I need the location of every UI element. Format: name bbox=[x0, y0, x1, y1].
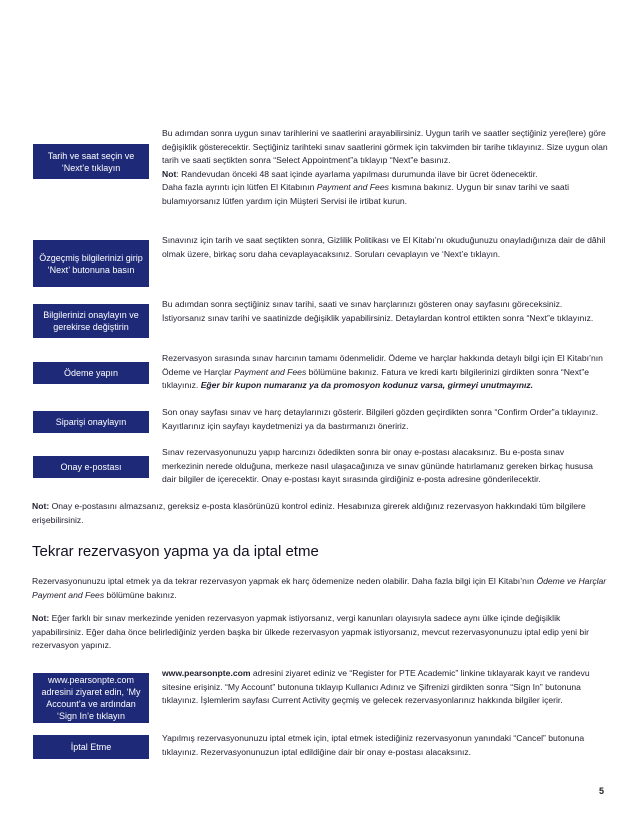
step-label-confirm-order: Siparişi onaylayın bbox=[33, 411, 149, 433]
step-text-visit-site: www.pearsonpte.com adresini ziyaret ediniz ve “Register for PTE Academic” linkine tıklayarak kayıt ve randevu sitesine erişiniz. “My Account” butonuna tıklayıp Kullanıcı Adınız ve Şifrenizi girdikten sonra “Sign In” butonuna tıklayınız. İşlemlerim sayfası Current Activity geçmiş ve gelecek rezervasyonlarınız hakkında bilgiler içerir. bbox=[162, 668, 590, 705]
step-label-cancel: İptal Etme bbox=[33, 735, 149, 759]
step-text-payment: Rezervasyon sırasında sınav harcının tamamı ödenmelidir. Ödeme ve harçlar hakkında detaylı bilgi için El Kitabı’nın Ödeme ve Harçlar Payment and Fees bölümüne bakınız. Fatura ve kredi kartı bilgilerinizi girdikten sonra “Next”e tıklayınız. Eğer bir kupon numaranız ya da promosyon kodunuz varsa, girmeyi unutmayınız. bbox=[162, 353, 603, 390]
step-label-confirmation-email: Onay e-postası bbox=[33, 456, 149, 478]
note-country: Not: Eğer farklı bir sınav merkezinde yeniden rezervasyon yapmak istiyorsanız, vergi kanunları olayısıyla sadece aynı ülke içinde değişiklik yapabilirsiniz. Eğer daha önce belirlediğiniz yerden başka bir ülkede rezervasyon yapmak istiyorsanız, mevcut rezervasyonunuzu iptal edip yeni bir rezervasyon yapınız. bbox=[32, 613, 589, 650]
step-label-confirm-info: Bilgilerinizi onaylayın ve gerekirse değiştirin bbox=[33, 304, 149, 338]
note-email: Not: Onay e-postasını almazsanız, gereksiz e-posta klasörünüzü kontrol ediniz. Hesabınıza girerek aldığınız rezervasyon hakkındaki tüm bilgilere erişebilirsiniz. bbox=[32, 501, 586, 525]
step-label-personal-info: Özgeçmiş bilgilerinizi girip ‘Next’ butonuna basın bbox=[33, 240, 149, 287]
page-number: 5 bbox=[599, 786, 605, 796]
step-label-payment: Ödeme yapın bbox=[33, 362, 149, 384]
step-text-confirm-info: Bu adımdan sonra seçtiğiniz sınav tarihi, saati ve sınav harçlarınızı gösteren onay sayfasını göreceksiniz. İstiyorsanız sınav tarihi ve saatinizde değişiklik yapabilirsiniz. Detaylardan kontrol ettikten sonra “Next”e tıklayınız. bbox=[162, 299, 594, 323]
step-text-cancel: Yapılmış rezervasyonunuzu iptal etmek için, iptal etmek istediğiniz rezervasyonun yanındaki “Cancel” butonuna tıklayınız. Rezervasyonunuzun iptal edildiğine dair bir onay e-postası alacaksınız. bbox=[162, 733, 585, 757]
pearson-link[interactable]: www.pearsonpte.com bbox=[162, 668, 251, 678]
step-text-personal-info: Sınavınız için tarih ve saat seçtikten sonra, Gizlilik Politikası ve El Kitabı’nı okuduğunuzu onayladığınıza dair de dâhil olmak üzere, birkaç soru daha cevaplayacaksınız. Soruları cevaplayın ve ‘Next’e tıklayın. bbox=[162, 235, 606, 259]
step-text-select-date: Bu adımdan sonra uygun sınav tarihlerini ve saatlerini arayabilirsiniz. Uygun tarih ve saatler seçtiğiniz yere(lere) göre değişiklik gösterecektir. Seçtiğiniz tarihteki sınav saatlerini görmek için takvimden bir tarihe tıklayınız. Size uygun olan tarih ve saati seçtikten sonra “Select Appointment”a tıklayıp “Next”e basınız. Not: Randevudan önceki 48 saat içinde ayarlama yapılması durumunda ilave bir ücret ödenecektir. Daha fazla ayrıntı için lütfen El Kitabının Payment and Fees kısmına bakınız. Uygun bir sınav tarihi ve saati bulamıyorsanız lütfen yardım için Müşteri Servisi ile irtibat kurun. bbox=[162, 128, 608, 206]
step-label-select-date: Tarih ve saat seçin ve ‘Next’e tıklayın bbox=[33, 144, 149, 179]
step-text-confirmation-email: Sınav rezervasyonunuzu yapıp harcınızı ödedikten sonra bir onay e-postası alacaksınız. Bu e-posta sınav merkezinin nerede olduğuna, merkeze nasıl ulaşacağınıza ve sınav gününde hatırlamanız gereken birkaç hususa dair bilgiler de içerecektir. Onay e-postası kayıt sırasında girdiğiniz e-posta adresine gönderilecektir. bbox=[162, 447, 593, 484]
paragraph-fees: Rezervasyonunuzu iptal etmek ya da tekrar rezervasyon yapmak ek harç ödemenize neden olabilir. Daha fazla bilgi için El Kitabı’nın Ödeme ve Harçlar Payment and Fees bölümüne bakınız. bbox=[32, 576, 607, 600]
step-label-visit-site: www.pearsonpte.com adresini ziyaret edin, ‘My Account’a ve ardından ‘Sign In’e tıklayın bbox=[33, 673, 149, 723]
step-text-confirm-order: Son onay sayfası sınav ve harç detaylarınızı gösterir. Bilgileri gözden geçirdikten sonra “Confirm Order”a tıklayınız. Kayıtlarınız için sayfayı kaydetmenizi ya da bastırmanızı öneririz. bbox=[162, 407, 599, 431]
section-title: Tekrar rezervasyon yapma ya da iptal etme bbox=[32, 543, 319, 560]
